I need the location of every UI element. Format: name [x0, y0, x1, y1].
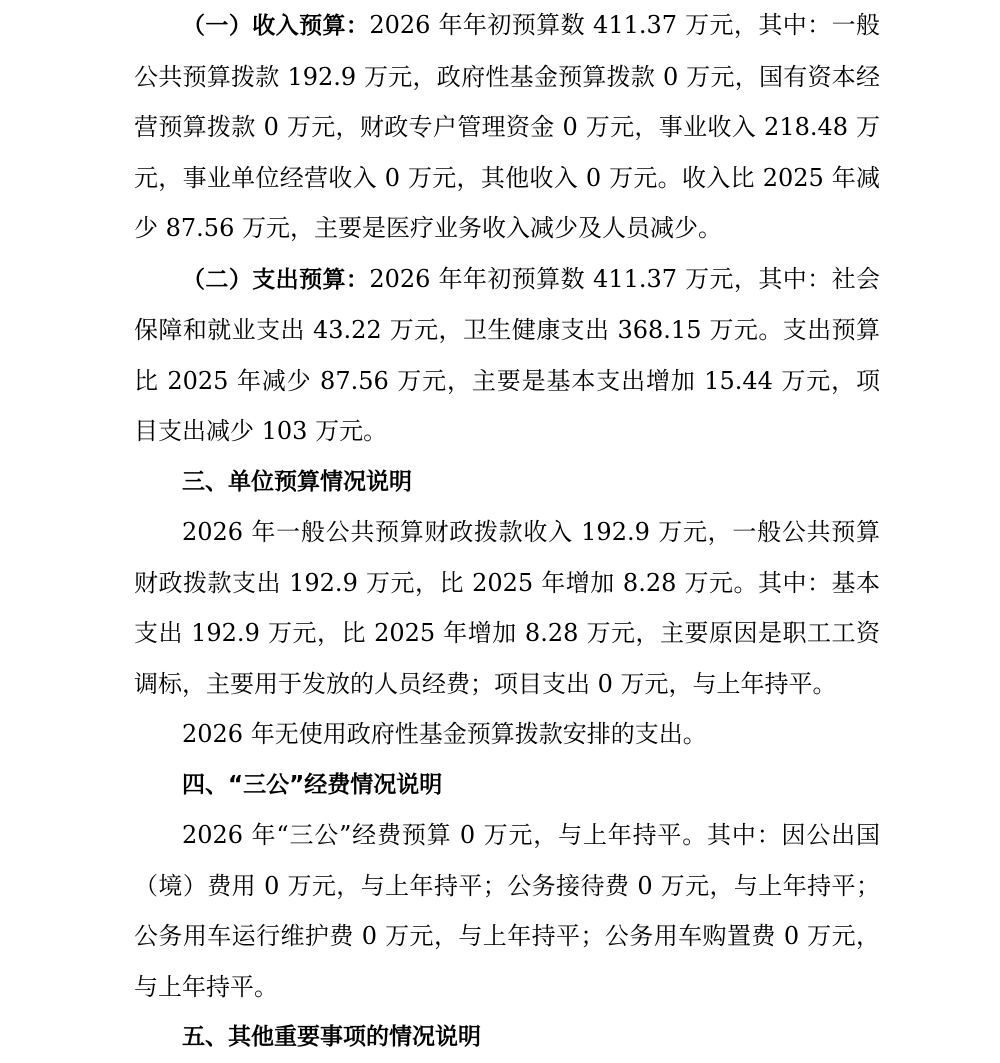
section-three-heading: 三、单位预算情况说明	[182, 468, 412, 495]
section-five-heading: 五、其他重要事项的情况说明	[182, 1024, 481, 1050]
section-four-paragraph-1: 2026 年“三公”经费预算 0 万元，与上年持平。其中：因公出国（境）费用 0 万元，与上年持平；公务接待费 0 万元，与上年持平；公务用车运行维护费 0 万元，与上年持平；公务用车购置费 0 万元，与上年持平。	[134, 821, 880, 1001]
expenditure-budget-label: （二）支出预算：	[182, 266, 370, 293]
section-three-paragraph-2: 2026 年无使用政府性基金预算拨款安排的支出。	[182, 720, 707, 748]
income-budget-label: （一）收入预算：	[182, 13, 370, 39]
income-budget-text: 2026 年年初预算数 411.37 万元，其中：一般公共预算拨款 192.9 万元，政府性基金预算拨款 0 万元，国有资本经营预算拨款 0 万元，财政专户管理资金 0 万元，事业收入 218.48 万元，事业单位经营收入 0 万元，其他收入 0 万元。收入比 2025 年减少 87.56 万元，主要是医疗业务收入减少及人员减少。	[134, 11, 880, 242]
income-budget-paragraph	[134, 0, 880, 254]
expenditure-budget-text: 2026 年年初预算数 411.37 万元，其中：社会保障和就业支出 43.22 万元，卫生健康支出 368.15 万元。支出预算比 2025 年减少 87.56 万元，主要是基本支出增加 15.44 万元，项目支出减少 103 万元。	[134, 264, 880, 445]
document-page	[134, 0, 880, 1063]
expenditure-budget-paragraph	[134, 254, 880, 457]
section-three-paragraph-1: 2026 年一般公共预算财政拨款收入 192.9 万元，一般公共预算财政拨款支出 192.9 万元，比 2025 年增加 8.28 万元。其中：基本支出 192.9 万元，比 2025 年增加 8.28 万元，主要原因是职工工资调标，主要用于发放的人员经费；项目支出 0 万元，与上年持平。	[134, 518, 880, 698]
section-four-heading: 四、“三公”经费情况说明	[182, 771, 443, 798]
